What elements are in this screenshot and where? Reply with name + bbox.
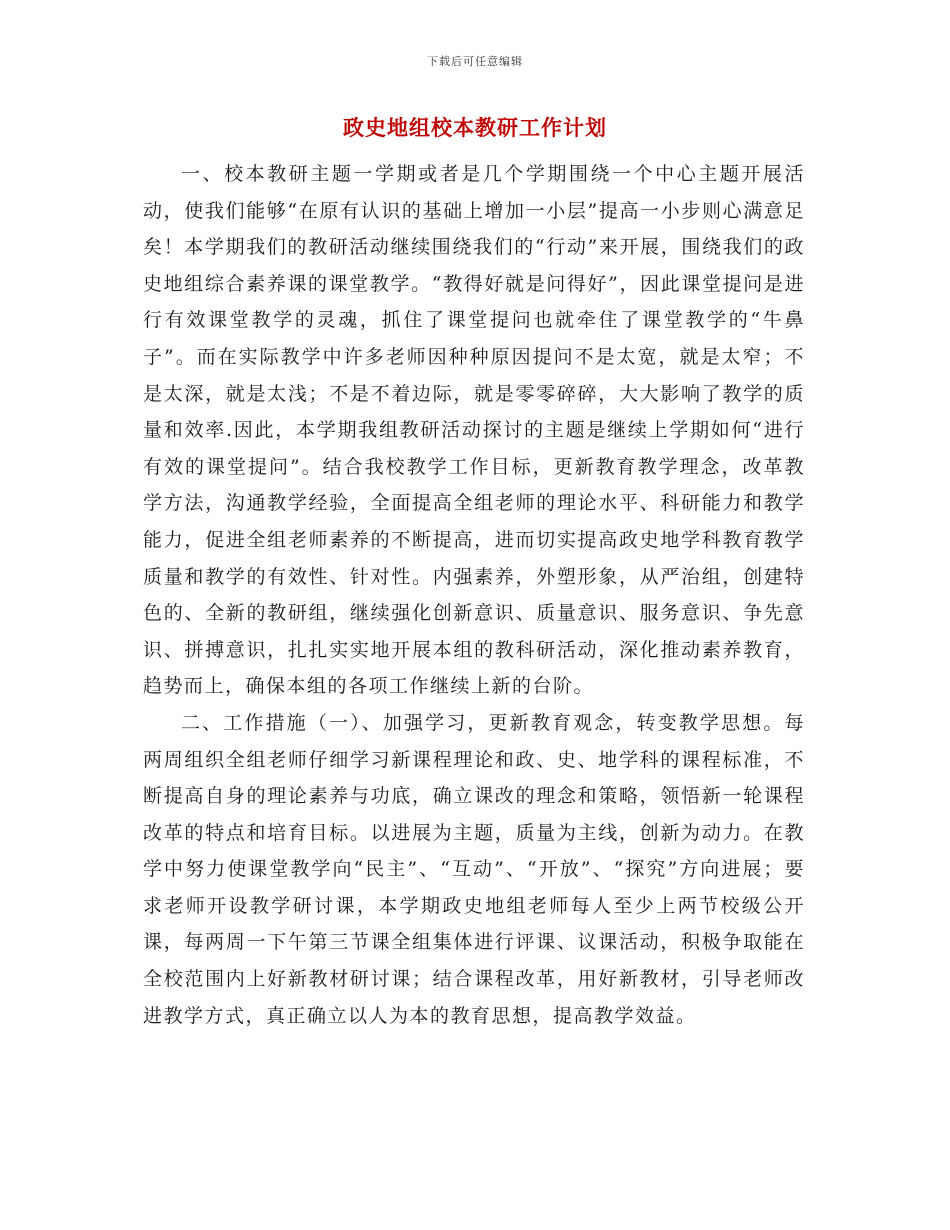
header-note: 下载后可任意编辑 [427, 55, 523, 68]
document-title: 政史地组校本教研工作计划 [343, 115, 607, 140]
document-body [143, 156, 805, 1034]
paragraph-2: 二、工作措施（一）、加强学习，更新教育观念，转变教学思想。每两周组织全组老师仔细学习新课程理论和政、史、地学科的课程标准，不断提高自身的理论素养与功底，确立课改的理念和策略，领悟新一轮课程改革的特点和培育目标。以进展为主题，质量为主线，创新为动力。在教学中努力使课堂教学向“民主”、“互动”、“开放”、“探究”方向进展；要求老师开设教学研讨课，本学期政史地组老师每人至少上两节校级公开课，每两周一下午第三节课全组集体进行评课、议课活动，积极争取能在全校范围内上好新教材研讨课；结合课程改革，用好新教材，引导老师改进教学方式，真正确立以人为本的教育思想，提高教学效益。 [143, 711, 805, 1027]
paragraph-1: 一、校本教研主题一学期或者是几个学期围绕一个中心主题开展活动，使我们能够“在原有认识的基础上增加一小层”提高一小步则心满意足矣！本学期我们的教研活动继续围绕我们的“行动”来开展，围绕我们的政史地组综合素养课的课堂教学。“教得好就是问得好”，因此课堂提问是进行有效课堂教学的灵魂，抓住了课堂提问也就牵住了课堂教学的“牛鼻子”。而在实际教学中许多老师因种种原因提问不是太宽，就是太窄；不是太深，就是太浅；不是不着边际，就是零零碎碎，大大影响了教学的质量和效率.因此，本学期我组教研活动探讨的主题是继续上学期如何“进行有效的课堂提问”。结合我校教学工作目标，更新教育教学理念，改革教学方法，沟通教学经验，全面提高全组老师的理论水平、科研能力和教学能力，促进全组老师素养的不断提高，进而切实提高政史地学科教育教学质量和教学的有效性、针对性。内强素养，外塑形象，从严治组，创建特色的、全新的教研组，继续强化创新意识、质量意识、服务意识、争先意识、拼搏意识，扎扎实实地开展本组的教科研活动，深化推动素养教育，趋势而上，确保本组的各项工作继续上新的台阶。 [143, 163, 805, 698]
